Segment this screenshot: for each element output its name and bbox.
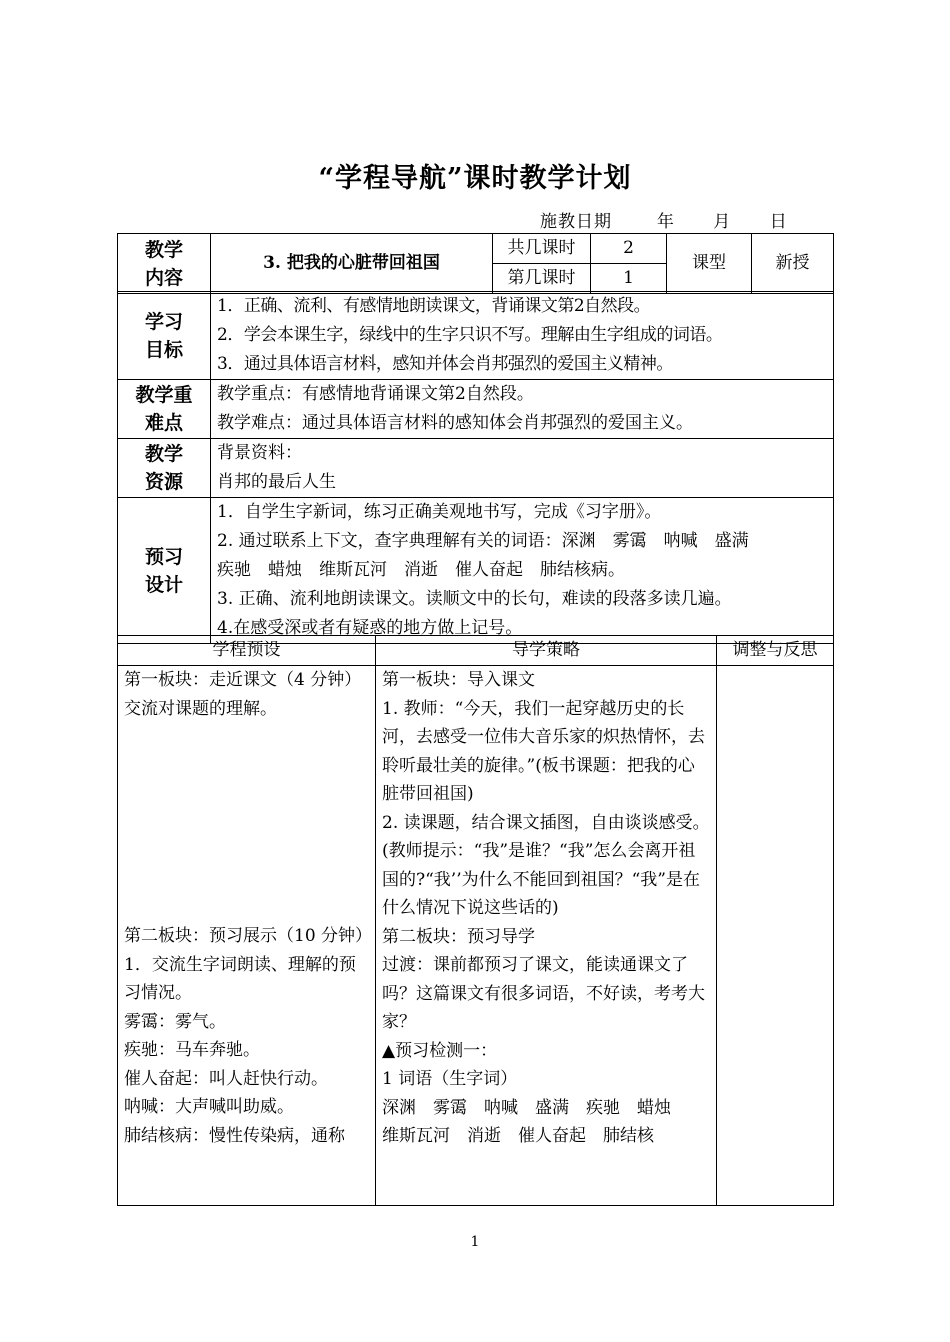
strategy-item: 1 词语（生字词） bbox=[382, 1069, 518, 1089]
process-table bbox=[117, 635, 834, 1206]
strategy-column bbox=[376, 666, 717, 1206]
nth-period-label: 第几课时 bbox=[493, 264, 591, 294]
goals-label: 学习 目标 bbox=[118, 292, 211, 380]
content-label: 教学 内容 bbox=[118, 234, 211, 294]
plan-table bbox=[117, 291, 834, 644]
strategy-item: 2. 读课题，结合课文插图，自由谈谈感受。(教师提示：“我”是谁？“我”怎么会离开祖国的?“我’’为什么不能回到祖国？“我”是在什么情况下说这些话的) bbox=[382, 812, 710, 918]
teaching-date-line bbox=[540, 207, 788, 232]
date-label: 施教日期 bbox=[540, 212, 612, 232]
preview-item: 疾驰 蜡烛 维斯瓦河 消逝 催人奋起 肺结核病。 bbox=[217, 560, 625, 580]
strategy-item: 1. 教师：“今天，我们一起穿越历史的长河，去感受一位伟大音乐家的炽热情怀，去聆听最壮美的旋律。”(板书课题：把我的心脏带回祖国) bbox=[382, 698, 705, 804]
preview-item: 3. 正确、流利地朗读课文。读顺文中的长句，难读的段落多读几遍。 bbox=[217, 589, 732, 609]
resources-list bbox=[211, 439, 834, 498]
goal-item: 2．学会本课生字，绿线中的生字只识不写。理解由生字组成的词语。 bbox=[217, 325, 723, 345]
key-points-label: 教学重 难点 bbox=[118, 380, 211, 439]
plan-item: 交流对课题的理解。 bbox=[124, 698, 277, 719]
strategy-item: 深渊 雾霭 呐喊 盛满 疾驰 蜡烛 bbox=[382, 1097, 671, 1118]
key-point-item: 教学难点：通过具体语言材料的感知体会肖邦强烈的爱国主义。 bbox=[217, 413, 693, 433]
plan-item: 雾霭：雾气。 bbox=[124, 1011, 226, 1032]
plan-item: 肺结核病：慢性传染病，通称 bbox=[124, 1125, 345, 1146]
lesson-type-label: 课型 bbox=[667, 234, 752, 294]
preview-item: 4.在感受深或者有疑惑的地方做上记号。 bbox=[217, 618, 523, 638]
date-year: 年 bbox=[656, 212, 675, 232]
plan-block-title: 第一板块：走近课文（4 分钟） bbox=[124, 670, 362, 690]
total-periods-label: 共几课时 bbox=[493, 234, 591, 264]
plan-item: 1．交流生字词朗读、理解的预习情况。 bbox=[124, 954, 356, 1003]
key-point-item: 教学重点：有感情地背诵课文第2自然段。 bbox=[217, 384, 534, 404]
resource-item: 背景资料： bbox=[217, 443, 302, 463]
key-points-list bbox=[211, 380, 834, 439]
plan-item: 疾驰：马车奔驰。 bbox=[124, 1040, 260, 1060]
strategy-item: 维斯瓦河 消逝 催人奋起 肺结核 bbox=[382, 1126, 654, 1146]
page-number: 1 bbox=[470, 1234, 480, 1250]
lesson-title: 3. 把我的心脏带回祖国 bbox=[211, 234, 493, 294]
total-periods-value: 2 bbox=[591, 234, 667, 264]
col-header-strategy: 导学策略 bbox=[376, 636, 717, 666]
resource-item: 肖邦的最后人生 bbox=[217, 472, 336, 492]
preview-item: 2. 通过联系上下文，查字典理解有关的词语：深渊 雾霭 呐喊 盛满 bbox=[217, 531, 749, 551]
plan-item: 呐喊：大声喊叫助威。 bbox=[124, 1097, 294, 1117]
reflection-column bbox=[717, 666, 834, 1206]
plan-block-title: 第二板块：预习展示（10 分钟） bbox=[124, 926, 373, 946]
strategy-item: ▲预习检测一： bbox=[382, 1040, 498, 1061]
strategy-block-title: 第一板块：导入课文 bbox=[382, 670, 535, 690]
col-header-reflection: 调整与反思 bbox=[717, 636, 834, 666]
date-day: 日 bbox=[769, 212, 788, 232]
nth-period-value: 1 bbox=[591, 264, 667, 294]
goal-item: 3．通过具体语言材料，感知并体会肖邦强烈的爱国主义精神。 bbox=[217, 354, 673, 374]
preview-list bbox=[211, 498, 834, 644]
lesson-info-table bbox=[117, 233, 834, 294]
page-title: “学程导航”课时教学计划 bbox=[318, 163, 632, 194]
plan-item: 催人奋起：叫人赶快行动。 bbox=[124, 1068, 328, 1089]
col-header-plan: 学程预设 bbox=[118, 636, 376, 666]
preview-item: 1．自学生字新词，练习正确美观地书写，完成《习字册》。 bbox=[217, 502, 662, 522]
date-month: 月 bbox=[713, 212, 732, 232]
preview-label: 预习 设计 bbox=[118, 498, 211, 644]
lesson-type-value: 新授 bbox=[752, 234, 834, 294]
strategy-block-title: 第二板块：预习导学 bbox=[382, 926, 535, 947]
plan-column bbox=[118, 666, 376, 1206]
goal-item: 1．正确、流利、有感情地朗读课文，背诵课文第2自然段。 bbox=[217, 296, 651, 316]
goals-list bbox=[211, 292, 834, 380]
strategy-item: 过渡：课前都预习了课文，能读通课文了吗？这篇课文有很多词语，不好读，考考大家？ bbox=[382, 955, 705, 1032]
resources-label: 教学 资源 bbox=[118, 439, 211, 498]
